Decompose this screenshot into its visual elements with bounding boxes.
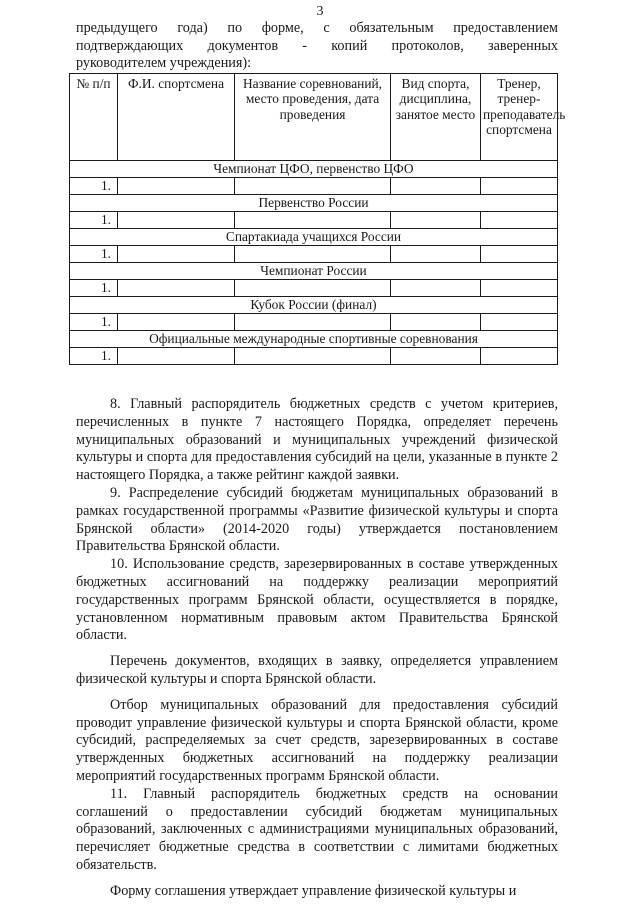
section-title: Чемпионат ЦФО, первенство ЦФО	[70, 161, 558, 178]
intro-text	[76, 20, 558, 73]
cell	[481, 178, 558, 195]
intro-line: подтверждающих документов - копий протоколов, заверенных	[76, 37, 558, 54]
section-row	[70, 229, 558, 246]
cell	[391, 178, 481, 195]
cell	[118, 348, 235, 365]
cell	[391, 212, 481, 229]
table-row	[70, 280, 558, 297]
table-row	[70, 246, 558, 263]
cell	[235, 348, 391, 365]
table-row	[70, 212, 558, 229]
row-number: 1.	[70, 348, 118, 365]
row-number: 1.	[70, 314, 118, 331]
body-text	[76, 396, 558, 901]
cell	[118, 280, 235, 297]
header-coach: Тренер, тренер-преподаватель спортсмена	[481, 74, 558, 161]
cell	[235, 178, 391, 195]
cell	[481, 246, 558, 263]
cell	[391, 348, 481, 365]
table-row	[70, 314, 558, 331]
cell	[118, 212, 235, 229]
paragraph-10: 10. Использование средств, зарезервированных в составе утвержденных бюджетных ассигнований на поддержку реализации мероприятий государственных программ Брянской области, осуществляется в порядке, установленном нормативным правовым актом Правительства Брянской области.	[76, 556, 558, 644]
section-row	[70, 297, 558, 314]
cell	[118, 178, 235, 195]
header-athlete-name: Ф.И. спортсмена	[118, 74, 235, 161]
section-row	[70, 263, 558, 280]
cell	[391, 314, 481, 331]
cell	[391, 280, 481, 297]
paragraph-selection: Отбор муниципальных образований для предоставления субсидий проводит управление физической культуры и спорта Брянской области, кроме субсидий, распределяемых за счет средств, зарезервированных в составе утвержденных бюджетных ассигнований на поддержку реализации мероприятий государственных программ Брянской области.	[76, 696, 558, 784]
row-number: 1.	[70, 178, 118, 195]
cell	[235, 246, 391, 263]
section-title: Официальные международные спортивные соревнования	[70, 331, 558, 348]
cell	[235, 280, 391, 297]
paragraph-8: 8. Главный распорядитель бюджетных средств с учетом критериев, перечисленных в пункте 7 настоящего Порядка, определяет перечень муниципальных образований и муниципальных учреждений физической культуры и спорта для предоставления субсидий на цели, указанные в пункте 2 настоящего Порядка, а также рейтинг каждой заявки.	[76, 396, 558, 484]
cell	[481, 280, 558, 297]
cell	[235, 212, 391, 229]
row-number: 1.	[70, 246, 118, 263]
section-row	[70, 331, 558, 348]
section-row	[70, 161, 558, 178]
intro-line: предыдущего года) по форме, с обязательным предоставлением	[76, 20, 558, 36]
section-title: Чемпионат России	[70, 263, 558, 280]
cell	[118, 246, 235, 263]
header-sport-discipline: Вид спорта, дисциплина, занятое место	[391, 74, 481, 161]
section-row	[70, 195, 558, 212]
cell	[235, 314, 391, 331]
header-number: № п/п	[70, 74, 118, 161]
table-row	[70, 348, 558, 365]
achievements-table	[69, 73, 566, 365]
paragraph-documents: Перечень документов, входящих в заявку, определяется управлением физической культуры и спорта Брянской области.	[76, 653, 558, 687]
section-title: Первенство России	[70, 195, 558, 212]
table-row	[70, 178, 558, 195]
intro-line: руководителем учреждения):	[76, 55, 252, 72]
row-number: 1.	[70, 212, 118, 229]
table-header-row	[70, 74, 558, 161]
cell	[391, 246, 481, 263]
cell	[118, 314, 235, 331]
paragraph-11: 11. Главный распорядитель бюджетных средств на основании соглашений о предоставлении субсидий бюджетам муниципальных образований, заключенных с администрациями муниципальных образований, перечисляет бюджетные средства в соответствии с лимитами бюджетных обязательств.	[76, 785, 558, 873]
cell	[481, 348, 558, 365]
header-competition: Название соревнований, место проведения, дата проведения	[235, 74, 391, 161]
section-title: Спартакиада учащихся России	[70, 229, 558, 246]
paragraph-9: 9. Распределение субсидий бюджетам муниципальных образований в рамках государственной программы «Развитие физической культуры и спорта Брянской области» (2014-2020 годы) утверждается постановлением Правительства Брянской области.	[76, 484, 558, 555]
paragraph-agreement: Форму соглашения утверждает управление физической культуры и	[110, 882, 517, 899]
cell	[481, 212, 558, 229]
section-title: Кубок России (финал)	[70, 297, 558, 314]
row-number: 1.	[70, 280, 118, 297]
page-number: 3	[316, 4, 324, 19]
cell	[481, 314, 558, 331]
